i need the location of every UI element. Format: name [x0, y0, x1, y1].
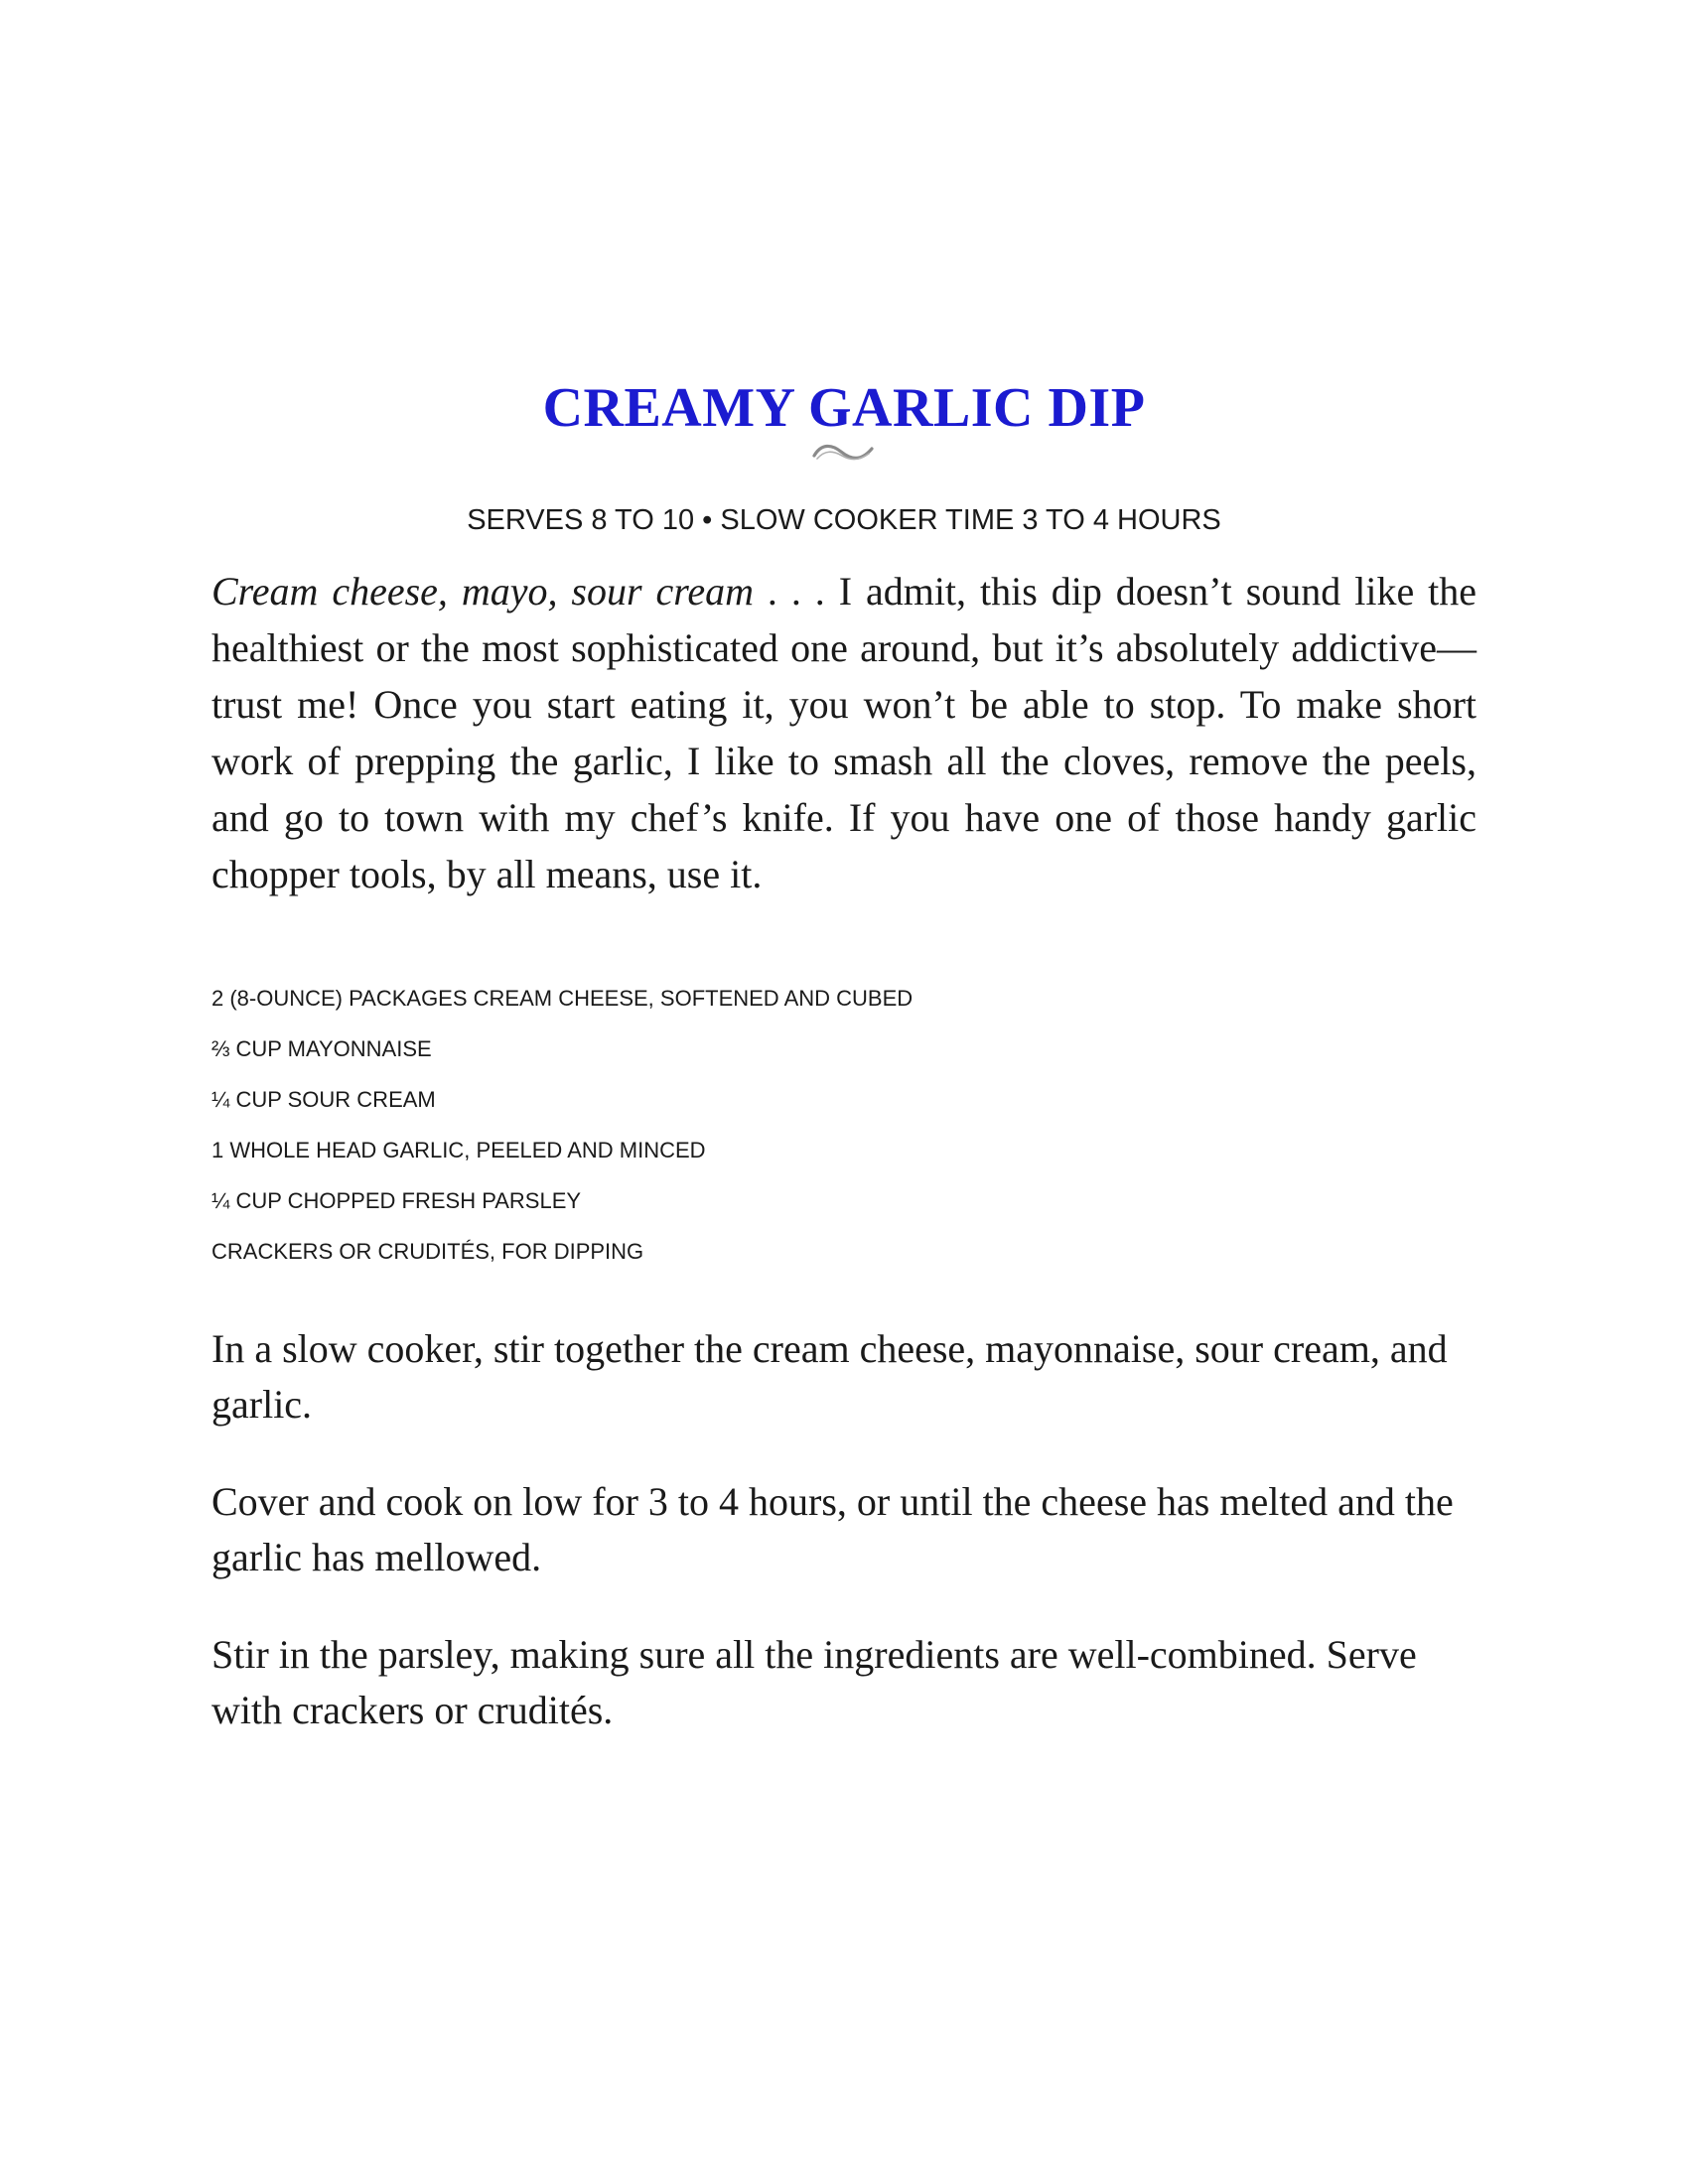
instruction-step: In a slow cooker, stir together the cream cheese, mayonnaise, sour cream, and garlic. — [211, 1326, 1448, 1427]
ingredient-item: ¼ CUP SOUR CREAM — [211, 1087, 436, 1112]
ingredient-item: 1 WHOLE HEAD GARLIC, PEELED AND MINCED — [211, 1138, 706, 1162]
swash-ornament-icon — [811, 440, 875, 466]
ingredient-item: 2 (8-OUNCE) PACKAGES CREAM CHEESE, SOFTENED AND CUBED — [211, 986, 914, 1011]
instructions — [211, 1321, 1477, 1780]
instruction-step: Cover and cook on low for 3 to 4 hours, or until the cheese has melted and the garlic has mellowed. — [211, 1479, 1454, 1579]
ingredient-item: ¼ CUP CHOPPED FRESH PARSLEY — [211, 1188, 582, 1213]
ingredients-list — [211, 973, 1477, 1277]
serves-and-time: SERVES 8 TO 10 • SLOW COOKER TIME 3 TO 4 HOURS — [467, 504, 1221, 536]
ingredient-item: ⅔ CUP MAYONNAISE — [211, 1036, 432, 1061]
intro-italic-lead: Cream cheese, mayo, sour cream — [211, 569, 754, 614]
intro-text: . . . I admit, this dip doesn’t sound like the healthiest or the most sophisticated one around, but it’s absolutely addictive—trust me! Once you start eating it, you won’t be able to stop. To make short work of prepping the garlic, I like to smash all the cloves, remove the peels, and go to town with my chef’s knife. If you have one of those handy garlic chopper tools, by all means, use it. — [211, 569, 1477, 896]
recipe-title: CREAMY GARLIC DIP — [542, 376, 1146, 439]
instruction-step: Stir in the parsley, making sure all the ingredients are well-combined. Serve with crackers or crudités. — [211, 1632, 1417, 1732]
ingredient-item: CRACKERS OR CRUDITÉS, FOR DIPPING — [211, 1239, 644, 1264]
recipe-intro — [211, 563, 1477, 902]
